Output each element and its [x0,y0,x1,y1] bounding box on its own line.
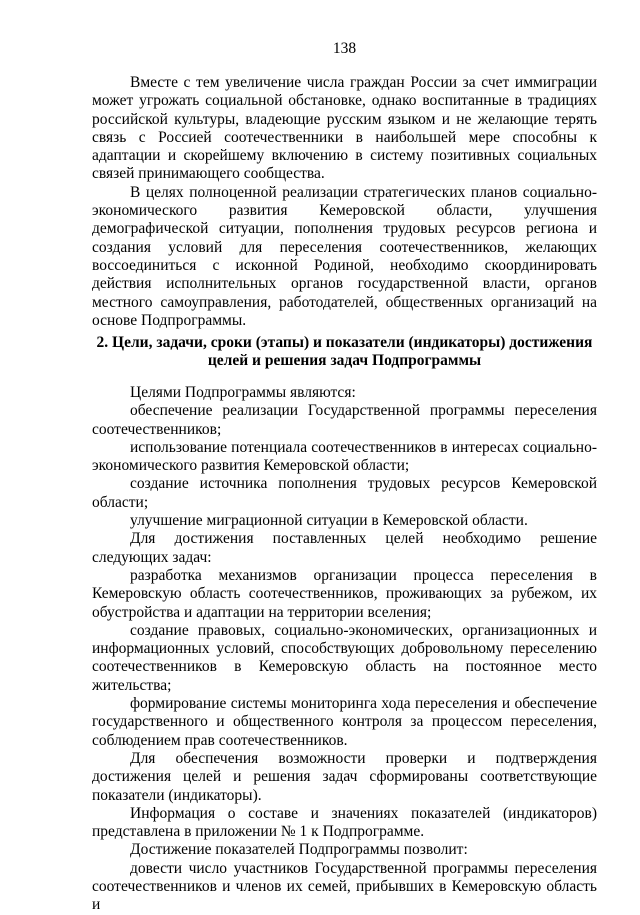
paragraph: Для достижения поставленных целей необходимо решение следующих задач: [92,530,597,566]
paragraph: использование потенциала соотечественников в интересах социально-экономического развития Кемеровской области; [92,438,597,475]
paragraph: В целях полноценной реализации стратегических планов социально-экономического развития Кемеровской области, улучшения демографической ситуации, пополнения трудовых ресурсов региона и создания условий для переселения соотечественников, желающих воссоединиться с исконной Родиной, необходимо скоординировать действия исполнительных органов государственной власти, органов местного самоуправления, работодателей, общественных организаций на основе Подпрограммы. [92,183,597,329]
paragraph: обеспечение реализации Государственной программы переселения соотечественников; [92,402,597,438]
intro-text [92,74,597,330]
paragraph: Вместе с тем увеличение числа граждан России за счет иммиграции может угрожать социальной обстановке, однако воспитанные в традициях российской культуры, владеющие русским языком и не желающие терять связь с Россией соотечественники в наибольшей мере способны к адаптации и скорейшему включению в систему позитивных социальных связей принимающего сообщества. [92,74,597,183]
page-number: 138 [332,40,357,57]
paragraph: формирование системы мониторинга хода переселения и обеспечение государственного и общественного контроля за процессом переселения, соблюдением прав соотечественников. [92,695,597,749]
paragraph: разработка механизмов организации процесса переселения в Кемеровскую область соотечественников, проживающих за рубежом, их обустройства и адаптации на территории вселения; [92,566,597,621]
section-heading: 2. Цели, задачи, сроки (этапы) и показатели (индикаторы) достижения целей и решения задач Подпрограммы [96,334,593,370]
paragraph: довести число участников Государственной программы переселения соотечественников и членов их семей, прибывших в Кемеровскую область и [92,859,597,914]
paragraph: Для обеспечения возможности проверки и подтверждения достижения целей и решения задач сформированы соответствующие показатели (индикаторы). [92,749,597,804]
paragraph: создание источника пополнения трудовых ресурсов Кемеровской области; [92,475,597,511]
section-text [92,384,597,915]
paragraph: Достижение показателей Подпрограммы позволит: [130,841,468,859]
paragraph: Информация о составе и значениях показателей (индикаторов) представлена в приложении № 1 к Подпрограмме. [92,804,597,841]
paragraph: Целями Подпрограммы являются: [130,384,356,401]
paragraph: создание правовых, социально-экономических, организационных и информационных условий, способствующих добровольному переселению соотечественников в Кемеровскую область на постоянное место жительства; [92,621,597,694]
paragraph: улучшение миграционной ситуации в Кемеровской области. [130,512,528,530]
